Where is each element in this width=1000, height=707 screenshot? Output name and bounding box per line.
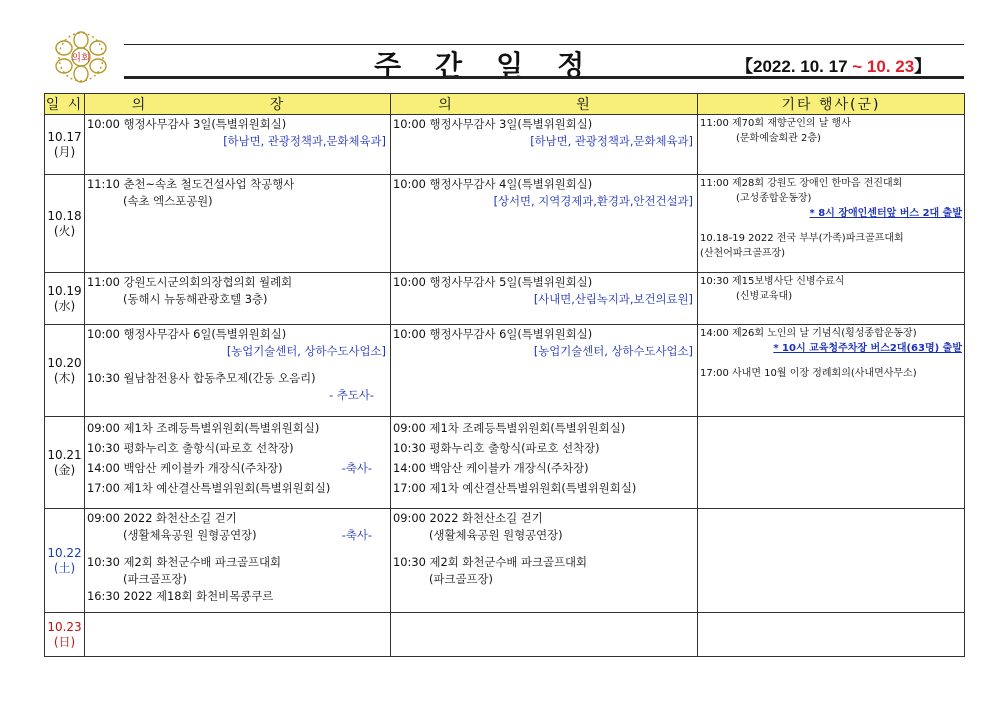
members-cell [391, 175, 698, 273]
page-header [44, 30, 964, 86]
date-cell [45, 115, 85, 175]
members-cell [391, 509, 698, 613]
weekday: (金) [53, 462, 76, 477]
schedule-item: 14:00 백암산 케이블카 개장식(주차장) [393, 461, 589, 475]
date-cell [45, 175, 85, 273]
schedule-item: 10:00 행정사무감사 3일(특별위원회실) [87, 117, 287, 131]
schedule-item: 11:00 제70회 재향군인의 날 행사 [700, 118, 851, 129]
schedule-item: 11:00 강원도시군의회의장협의회 월례회 [87, 275, 293, 289]
schedule-item: 10:00 행정사무감사 6일(특별위원회실) [393, 327, 593, 341]
schedule-location: (생활체육공원 원형공연장) [429, 528, 563, 542]
chair-cell [85, 325, 391, 417]
schedule-location: (신병교육대) [736, 291, 793, 302]
schedule-item: 10:30 월남참전용사 합동추모제(간동 오음리) [87, 371, 316, 385]
weekday: (水) [53, 298, 76, 313]
weekday: (火) [53, 223, 76, 238]
schedule-item: 17:00 제1차 예산결산특별위원회(특별위원회실) [393, 481, 637, 495]
schedule-location: (파크골프장) [123, 572, 187, 586]
table-row [45, 115, 965, 175]
schedule-item: 16:30 2022 제18회 화천비목콩쿠르 [87, 589, 274, 603]
schedule-item: 10:30 제15보병사단 신병수료식 [700, 276, 845, 287]
schedule-location: (속초 엑스포공원) [123, 194, 213, 208]
page-title: 주간일정 [374, 49, 619, 82]
schedule-item: 14:00 백암산 케이블카 개장식(주차장) -축사- [87, 458, 388, 478]
date: 10.18 [47, 208, 82, 223]
weekday: (月) [53, 144, 76, 159]
col-header-members: 의 원 [391, 94, 698, 115]
date-range-tilde: ~ [847, 57, 867, 76]
header-rule-bottom [124, 76, 964, 79]
date: 10.22 [47, 545, 82, 560]
weekday: (木) [53, 370, 76, 385]
chair-cell [85, 417, 391, 509]
schedule-item: 10:30 평화누리호 출항식(파로호 선착장) [87, 441, 294, 455]
schedule-location: (고성종합운동장) [736, 193, 812, 204]
chair-cell [85, 175, 391, 273]
schedule-item: 10:00 행정사무감사 5일(특별위원회실) [393, 275, 593, 289]
members-cell [391, 115, 698, 175]
table-row [45, 325, 965, 417]
other-cell [698, 115, 965, 175]
schedule-item: 10:30 제2회 화천군수배 파크골프대회 [393, 555, 587, 569]
speech-note: - 추도사- [329, 388, 374, 402]
col-header-chair: 의 장 [85, 94, 391, 115]
date-cell [45, 417, 85, 509]
date-cell [45, 273, 85, 325]
schedule-item: 17:00 제1차 예산결산특별위원회(특별위원회실) [87, 481, 331, 495]
weekday: (日) [53, 634, 76, 649]
speech-note: -축사- [341, 461, 372, 475]
department-list: [사내면,산림녹지과,보건의료원] [533, 292, 693, 306]
bus-notice: * 8시 장애인센터앞 버스 2대 출발 [809, 208, 962, 219]
schedule-item: 10:00 행정사무감사 4일(특별위원회실) [393, 177, 593, 191]
schedule-location: (동해시 뉴동해관광호텔 3층) [123, 292, 268, 306]
table-row [45, 273, 965, 325]
other-cell [698, 509, 965, 613]
schedule-item: 09:00 제1차 조례등특별위원회(특별위원회실) [393, 421, 626, 435]
chair-cell [85, 613, 391, 657]
other-cell [698, 175, 965, 273]
table-row [45, 417, 965, 509]
table-header-row [45, 94, 965, 115]
schedule-item: 17:00 사내면 10월 이장 정례회의(사내면사무소) [700, 368, 917, 379]
other-cell [698, 417, 965, 509]
chair-cell [85, 509, 391, 613]
schedule-location: (산천어파크골프장) [700, 248, 786, 259]
members-cell [391, 325, 698, 417]
department-list: [하남면, 관광정책과,문화체육과] [223, 134, 386, 148]
date: 10.20 [47, 355, 82, 370]
speech-note: -축사- [341, 528, 372, 542]
schedule-location: (문화예술회관 2층) [736, 133, 821, 144]
schedule-item: 11:00 제28회 강원도 장애인 한마음 전진대회 [700, 178, 903, 189]
department-list: [상서면, 지역경제과,환경과,안전건설과] [493, 194, 693, 208]
members-cell [391, 417, 698, 509]
other-cell [698, 273, 965, 325]
other-cell [698, 613, 965, 657]
weekday: (土) [53, 560, 76, 575]
date: 10.23 [47, 619, 82, 634]
date-range-start: 【2022. 10. 17 [736, 57, 848, 76]
date-range-end: 10. 23 [866, 57, 915, 76]
chair-cell [85, 115, 391, 175]
members-cell [391, 613, 698, 657]
schedule-item: 09:00 2022 화천산소길 걷기 [393, 511, 543, 525]
schedule-item: 09:00 제1차 조례등특별위원회(특별위원회실) [87, 421, 320, 435]
schedule-location: (파크골프장) [429, 572, 493, 586]
logo-text: 의회 [71, 53, 91, 64]
table-row [45, 509, 965, 613]
date-range-close: 】 [914, 57, 932, 76]
table-row [45, 613, 965, 657]
col-header-other: 기타 행사(군) [698, 94, 965, 115]
schedule-item: 10:30 평화누리호 출항식(파로호 선착장) [393, 441, 600, 455]
department-list: [농업기술센터, 상하수도사업소] [226, 344, 386, 358]
date-cell [45, 509, 85, 613]
schedule-item: 10:30 제2회 화천군수배 파크골프대회 [87, 555, 281, 569]
bus-notice: * 10시 교육청주차장 버스2대(63명) 출발 [773, 343, 962, 354]
schedule-item: 11:10 춘천~속초 철도건설사업 착공행사 [87, 177, 295, 191]
schedule-item: 09:00 2022 화천산소길 걷기 [87, 511, 237, 525]
schedule-item: 10:00 행정사무감사 3일(특별위원회실) [393, 117, 593, 131]
date-range [736, 52, 931, 77]
schedule-item: 14:00 제26회 노인의 날 기념식(횡성종합운동장) [700, 328, 917, 339]
date-cell [45, 613, 85, 657]
chair-cell [85, 273, 391, 325]
weekly-schedule-table [44, 93, 965, 657]
date: 10.17 [47, 129, 82, 144]
department-list: [농업기술센터, 상하수도사업소] [533, 344, 693, 358]
members-cell [391, 273, 698, 325]
schedule-location: (생활체육공원 원형공연장) -축사- [87, 527, 388, 544]
date: 10.19 [47, 283, 82, 298]
date: 10.21 [47, 447, 82, 462]
schedule-item: 10.18-19 2022 전국 부부(가족)파크골프대회 [700, 233, 904, 244]
table-row [45, 175, 965, 273]
date-cell [45, 325, 85, 417]
department-list: [하남면, 관광정책과,문화체육과] [530, 134, 693, 148]
other-cell [698, 325, 965, 417]
council-emblem-icon [48, 30, 114, 84]
col-header-date: 일 시 [45, 94, 85, 115]
schedule-item: 10:00 행정사무감사 6일(특별위원회실) [87, 327, 287, 341]
